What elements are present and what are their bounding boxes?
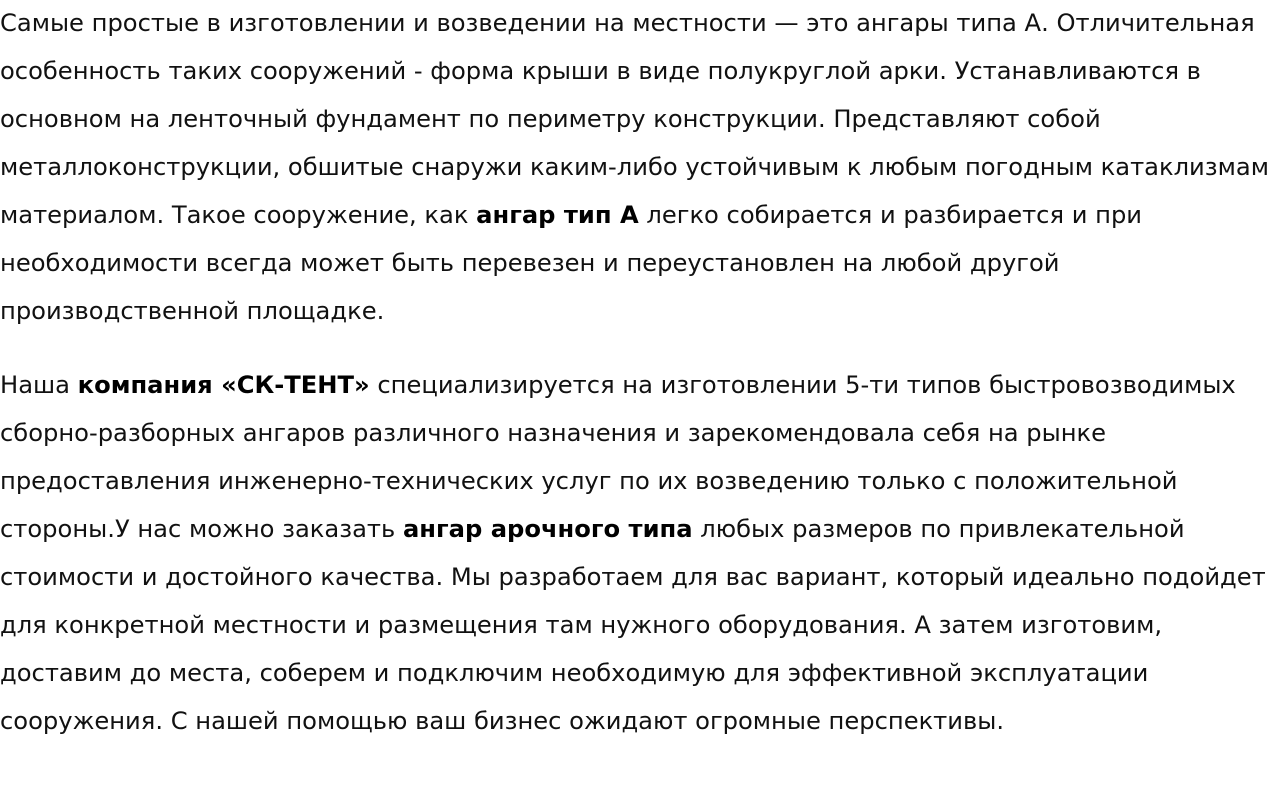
paragraph-2-text-3: любых размеров по привлекательной стоимости и достойного качества. Мы разработаем для вас вариант, который идеально подойдет для конкретной местности и размещения там нужного оборудования. А затем изготовим, доставим до места, соберем и подключим необходимую для эффективной эксплуатации сооружения. С нашей помощью ваш бизнес ожидают огромные перспективы.: [0, 515, 1266, 735]
company-name-bold: компания «СК-ТЕНТ»: [77, 371, 370, 399]
paragraph-company: [0, 361, 1270, 745]
paragraph-1-text-2: легко собирается и разбирается и при необходимости всегда может быть перевезен и переустановлен на любой другой производственной площадке.: [0, 201, 1143, 325]
paragraph-2-text-2: специализируется на изготовлении 5-ти типов быстровозводимых сборно-разборных ангаров различного назначения и зарекомендовала себя на рынке предоставления инженерно-технических услуг по их возведению только с положительной стороны.У нас можно заказать: [0, 371, 1236, 543]
hangar-type-a-bold: ангар тип А: [476, 201, 639, 229]
arched-hangar-bold: ангар арочного типа: [402, 515, 693, 543]
paragraph-1-text-1: Самые простые в изготовлении и возведении на местности — это ангары типа А. Отличительная особенность таких сооружений - форма крыши в виде полукруглой арки. Устанавливаются в основном на ленточный фундамент по периметру конструкции. Представляют собой металлоконструкции, обшитые снаружи каким-либо устойчивым к любым погодным катаклизмам материалом. Такое сооружение, как: [0, 9, 1269, 229]
paragraph-2-text-1: Наша: [0, 371, 78, 399]
paragraph-hangar-type-a: [0, 0, 1270, 335]
